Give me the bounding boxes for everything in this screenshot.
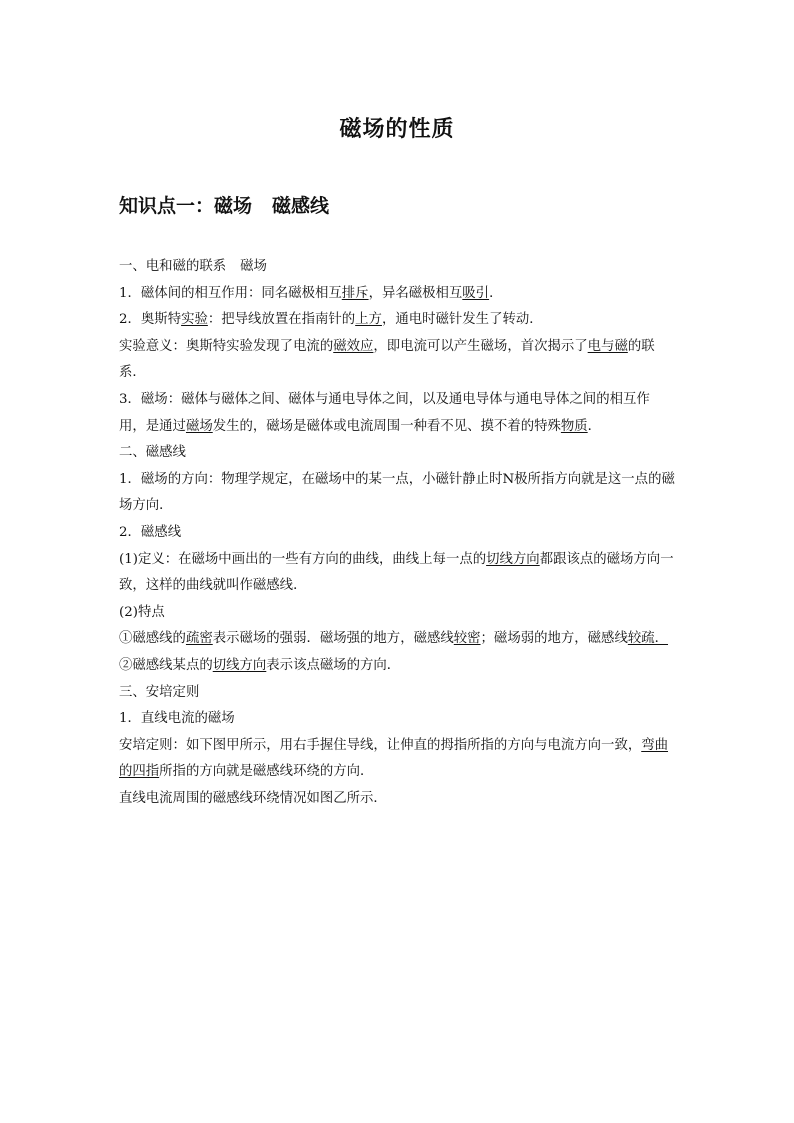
paragraph-4: 3．磁场：磁体与磁体之间、磁体与通电导体之间，以及通电导体与通电导体之间的相互作用，是通过磁场发生的，磁场是磁体或电流周围一种看不见、摸不着的特殊物质． (119, 391, 650, 434)
heading-part-2: 磁感线 (272, 195, 330, 217)
paragraph-12: 安培定则：如下图甲所示，用右手握住导线，让伸直的拇指所指的方向与电流方向一致，弯曲的四指所指的方向就是磁感线环绕的方向． (119, 737, 669, 780)
paragraph-5: 1．磁场的方向：物理学规定，在磁场中的某一点，小磁针静止时N极所指方向就是这一点的磁场方向． (119, 471, 675, 514)
paragraph-7: (1)定义：在磁场中画出的一些有方向的曲线，曲线上每一点的切线方向都跟该点的磁场方向一致，这样的曲线就叫作磁感线． (119, 551, 674, 594)
answer-blank: 排斥 (341, 285, 369, 301)
answer-blank: 物质 (560, 418, 588, 434)
paragraph-1: 1．磁体间的相互作用：同名磁极相互排斥，异名磁极相互吸引． (119, 285, 503, 301)
paragraph-3: 实验意义：奥斯特实验发现了电流的磁效应，即电流可以产生磁场，首次揭示了电与磁的联系． (119, 338, 655, 381)
answer-blank: 较疏． (627, 631, 669, 647)
answer-blank: 弯曲的四指 (119, 737, 669, 780)
content-body (119, 254, 675, 812)
answer-blank: 吸引 (462, 285, 490, 301)
answer-blank: 切线方向 (486, 551, 540, 567)
section-title-2: 二、磁感线 (119, 445, 186, 461)
answer-blank: 上方 (355, 312, 382, 328)
paragraph-2: 2．奥斯特实验：把导线放置在指南针的上方，通电时磁针发生了转动． (119, 312, 543, 328)
paragraph-8: (2)特点 (119, 604, 165, 620)
answer-blank: 切线方向 (212, 657, 267, 673)
paragraph-9: ①磁感线的疏密表示磁场的强弱．磁场强的地方，磁感线较密；磁场弱的地方，磁感线较疏． (119, 631, 669, 647)
section-heading (119, 191, 329, 218)
answer-blank: 较密 (453, 631, 481, 647)
heading-part-1: 知识点一：磁场 (119, 195, 253, 217)
section-title-1: 一、电和磁的联系 磁场 (119, 259, 267, 274)
answer-blank: 电与磁 (587, 338, 628, 354)
paragraph-11: 1．直线电流的磁场 (119, 711, 235, 727)
answer-blank: 磁场 (185, 418, 213, 434)
paragraph-13: 直线电流周围的磁感线环绕情况如图乙所示． (119, 790, 387, 806)
answer-blank: 磁效应 (333, 338, 374, 354)
paragraph-10: ②磁感线某点的切线方向表示该点磁场的方向． (119, 657, 401, 673)
paragraph-6: 2．磁感线 (119, 524, 182, 540)
answer-blank: 疏密 (185, 631, 213, 647)
page-title: 磁场的性质 (339, 117, 455, 142)
answer-blank: 实验 (181, 312, 208, 328)
section-title-3: 三、安培定则 (119, 684, 200, 700)
